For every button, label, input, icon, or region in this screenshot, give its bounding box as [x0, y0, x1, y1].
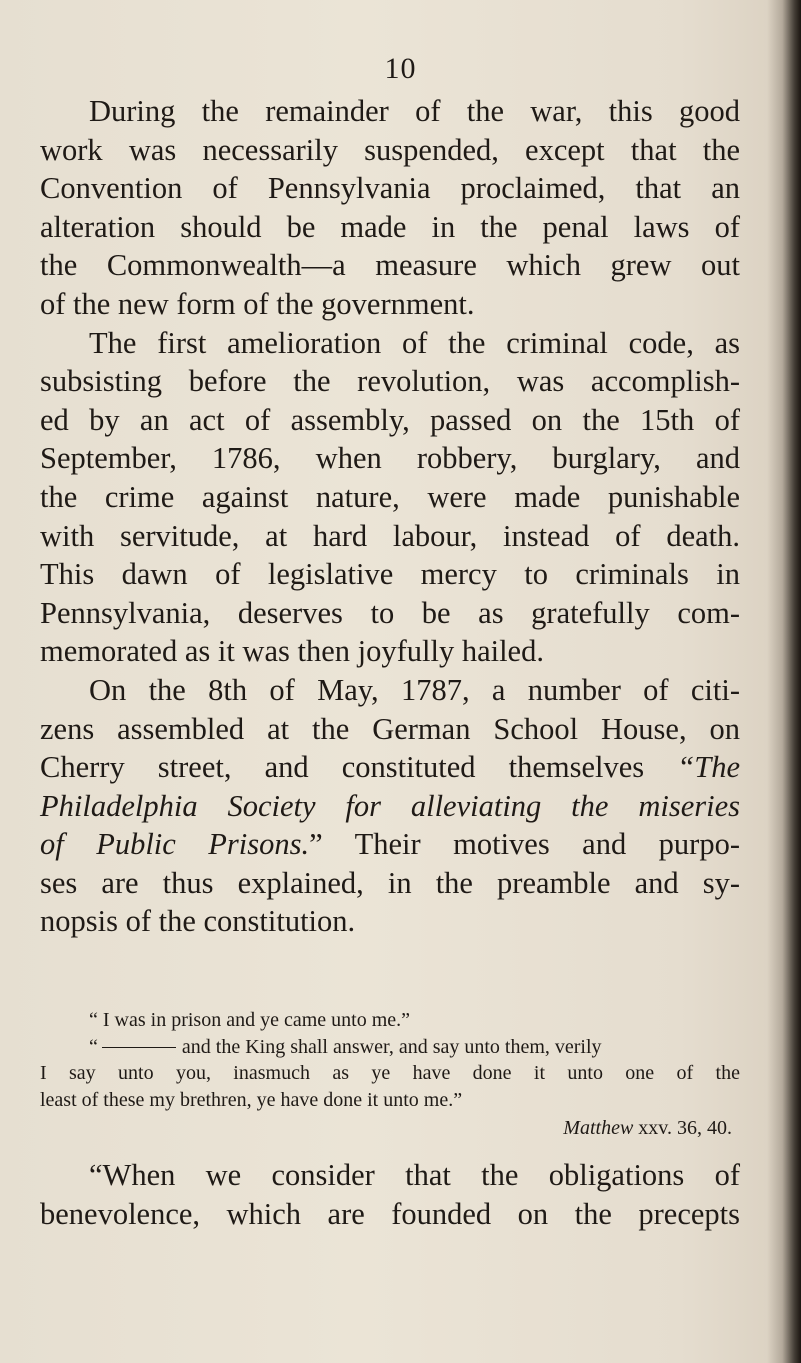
epigraph-text: and the King shall answer, and say unto them, verily: [181, 1035, 602, 1058]
main-text: [40, 92, 740, 941]
society-name-italic: of Public Prisons.: [40, 827, 310, 862]
text-segment: Cherry street, and constituted themselves: [40, 750, 678, 785]
closing-paragraph: [40, 1156, 740, 1233]
text-line: the crime against nature, were made punishable: [40, 479, 740, 514]
epigraph-line: “ I was in prison and ye came unto me.”: [89, 1009, 411, 1031]
society-name-italic: “The: [677, 750, 740, 785]
text-line: “When we consider that the obligations of: [89, 1158, 740, 1192]
text-line: of the new form of the government.: [40, 286, 475, 321]
text-line: the Commonwealth—a measure which grew out: [40, 248, 740, 283]
em-dash-rule: [102, 1047, 176, 1048]
text-line: The first amelioration of the criminal code, as: [89, 325, 740, 360]
citation-book: Matthew: [563, 1117, 634, 1139]
text-line: alteration should be made in the penal laws of: [40, 209, 740, 244]
text-line: [40, 787, 740, 826]
page-edge-shadow: [767, 0, 801, 1363]
text-line: September, 1786, when robbery, burglary, and: [40, 441, 740, 476]
text-line: memorated as it was then joyfully hailed.: [40, 634, 544, 669]
text-line: [40, 748, 740, 787]
epigraph-citation: [40, 1115, 740, 1142]
text-line: subsisting before the revolution, was accomplish-: [40, 364, 740, 399]
page-number: 10: [384, 52, 417, 85]
scripture-epigraph: [40, 1007, 740, 1142]
epigraph-line: least of these my brethren, ye have done it unto me.”: [40, 1088, 463, 1111]
text-line: Convention of Pennsylvania proclaimed, that an: [40, 171, 740, 206]
text-line: ed by an act of assembly, passed on the 15th of: [40, 402, 740, 437]
text-line: [40, 825, 740, 864]
text-line: On the 8th of May, 1787, a number of citi-: [89, 672, 740, 707]
text-line: benevolence, which are founded on the precepts: [40, 1196, 740, 1231]
text-line: nopsis of the constitution.: [40, 904, 356, 939]
text-line: This dawn of legislative mercy to criminals in: [40, 557, 740, 592]
open-quote: “: [89, 1035, 98, 1058]
epigraph-line: [40, 1034, 740, 1061]
text-line: During the remainder of the war, this good: [89, 94, 740, 128]
citation-reference: xxv. 36, 40.: [633, 1117, 732, 1139]
text-line: ses are thus explained, in the preamble and sy-: [40, 865, 740, 900]
text-line: with servitude, at hard labour, instead of death.: [40, 518, 740, 553]
society-name-italic: Philadelphia Society for alleviating the miseries: [40, 788, 740, 823]
text-line: Pennsylvania, deserves to be as gratefully com-: [40, 595, 740, 630]
text-line: work was necessarily suspended, except that the: [40, 132, 740, 167]
epigraph-line: I say unto you, inasmuch as ye have done it unto one of the: [40, 1062, 740, 1084]
text-line: zens assembled at the German School House, on: [40, 711, 740, 746]
text-segment: ” Their motives and purpo-: [309, 827, 741, 862]
